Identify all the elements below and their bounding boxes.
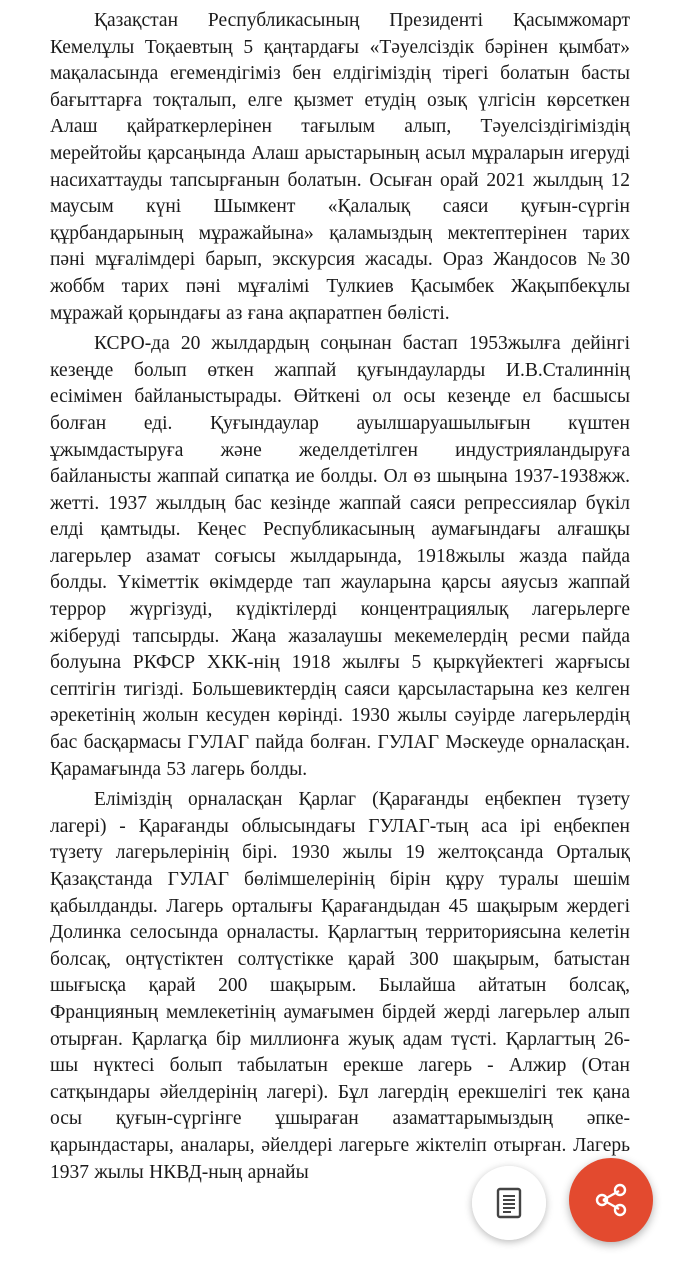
document-icon xyxy=(496,1187,522,1219)
document-view-button[interactable] xyxy=(472,1166,546,1240)
paragraph-intro: Қазақстан Республикасының Президенті Қасымжомарт Кемелұлы Тоқаевтың 5 қаңтардағы «Тәуелсіздік бәрінен қымбат» мақаласында егемендігіміз бен елдігіміздің тірегі болатын басты бағыттарға тоқталып, елге қызмет етудің озық үлгісін көрсеткен Алаш қайраткерлерінен тағылым алып, Тәуелсіздігіміздің мерейтойы қарсаңында Алаш арыстарының асыл мұраларын игеруді насихаттауды тапсырғанын болатын. Осыған орай 2021 жылдың 12 маусым күні Шымкент «Қалалық саяси қуғын-сүргін құрбандарының мұражайына» қаламыздың мектептерінен тарих пәні мұғалімдері барып, экскурсия жасады. Ораз Жандосов №30 жоббм тарих пәні мұғалімі Тулкиев Қасымбек Жақыпбекұлы мұражай қорындағы аз ғана ақпаратпен бөлісті. xyxy=(50,10,630,324)
paragraph-karlag: Еліміздің орналасқан Қарлаг (Қарағанды еңбекпен түзету лагері) - Қарағанды облысындағы ГУЛАГ-тың аса ірі еңбекпен түзету лагерьлерінің бірі. 1930 жылы 19 желтоқсанда Орталық Қазақстанда ГУЛАГ бөлімшелерінің бірін құру туралы шешім қабылданды. Лагерь орталығы Қарағандыдан 45 шақырым жердегі Долинка селосында орналасты. Қарлагтың территориясына келетін болсақ, оңтүстіктен солтүстікке қарай 300 шақырым, батыстан шығысқа қарай 200 шақырым. Былайша айтатын болсақ, Францияның мемлекетінің аумағымен бірдей жерді лагерьлер алып отырған. Қарлагқа бір миллионға жуық адам түсті. Қарлагтың 26-шы нүктесі болып табылатын ерекше лагерь - Алжир (Отан сатқындары әйелдерінің лагері). Бұл лагердің ерекшелігі тек қана осы қуғын-сүргінге ұшыраған азаматтарымыздың әпке-қарындастары, аналары, әйелдері лагерьге жіктеліп отырған. Лагерь 1937 жылы НКВД-ның арнайы xyxy=(50,789,630,1183)
share-icon xyxy=(592,1181,630,1219)
document-body xyxy=(50,8,630,1190)
share-button[interactable] xyxy=(569,1158,653,1242)
paragraph-ussr-repressions: КСРО-да 20 жылдардың соңынан бастап 1953жылға дейінгі кезеңде болып өткен жаппай қуғындауларды И.В.Сталиннің есімімен байланыстырады. Өйткені ол осы кезеңде ел басшысы болған еді. Қуғындаулар ауылшаруашылығын күштен ұжымдастыруға және жеделдетілген индустрияландыруға байланысты жаппай сипатқа ие болды. Ол өз шыңына 1937-1938жж. жетті. 1937 жылдың бас кезінде жаппай саяси репрессиялар бүкіл елді қамтыды. Кеңес Республикасының аумағындағы алғашқы лагерьлер азамат соғысы жылдарында, 1918жылы жазда пайда болды. Үкіметтік өкімдерде тап жауларына қарсы аяусыз жаппай террор жүргізуді, күдіктілерді концентрациялық лагерьлерге жіберуді тапсырды. Жаңа жазалаушы мекемелердің ресми пайда болуына РКФСР ХКК-нің 1918 жылғы 5 қыркүйектегі жарғысы септігін тигізді. Большевиктердің саяси қарсыластарына кез келген әрекетінің жолын кесуден көрінді. 1930 жылы сәуірде лагерьлердің бас басқармасы ГУЛАГ пайда болған. ГУЛАГ Мәскеуде орналасқан. Қарамағында 53 лагерь болды. xyxy=(50,333,630,780)
